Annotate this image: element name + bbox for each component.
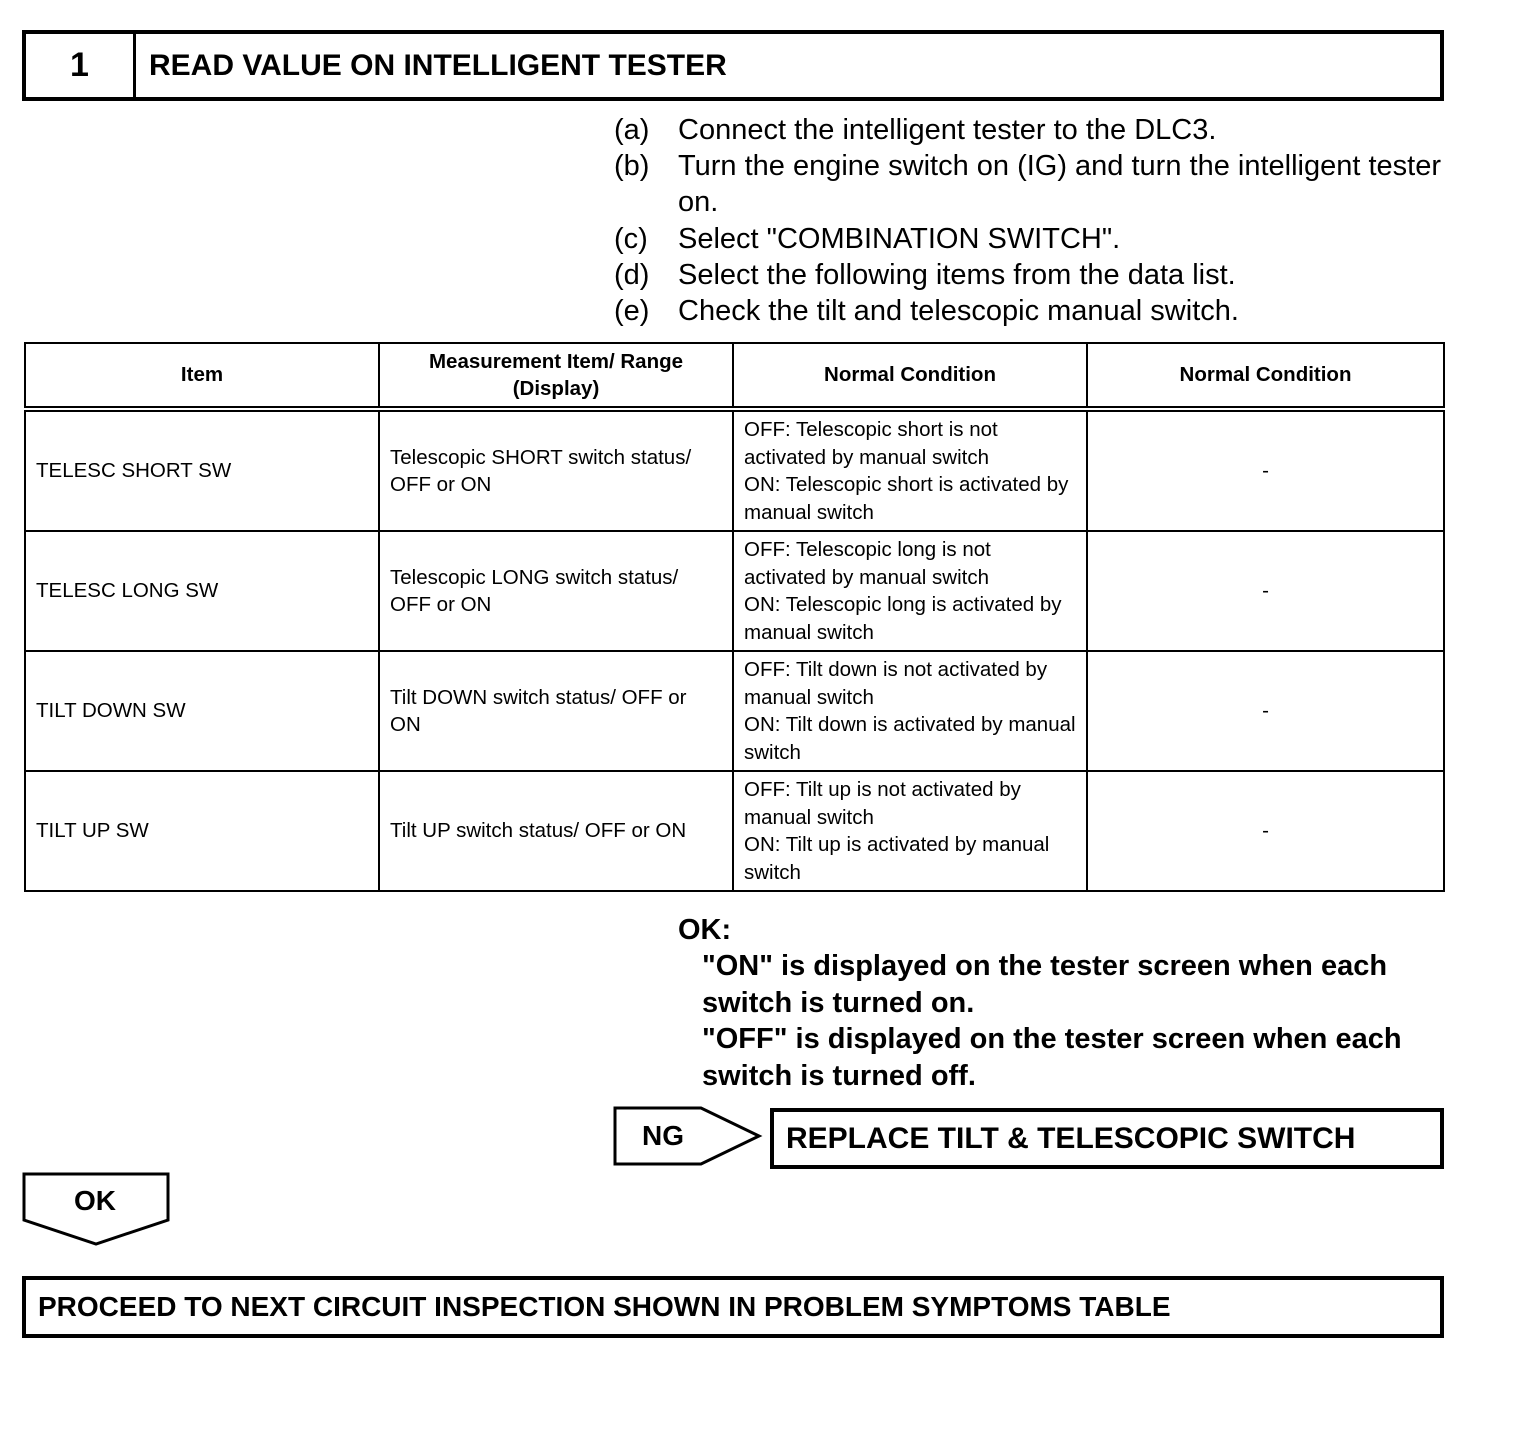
column-header-measurement: Measurement Item/ Range (Display) [379,343,733,409]
instruction-label: (d) [614,258,650,291]
ok-label: OK [74,1185,116,1216]
instruction-text: Turn the engine switch on (IG) and turn the intelligent tester on. [678,150,1442,219]
ok-result-line: "ON" is displayed on the tester screen when each [702,950,1388,982]
cell-item: TILT UP SW [25,771,379,891]
column-header-normal-condition: Normal Condition [733,343,1087,409]
instruction-item [614,148,1444,220]
instruction-label: (b) [614,150,650,183]
cell-condition: OFF: Telescopic long is not activated by manual switch ON: Telescopic long is activated by manual switch [733,531,1087,651]
instruction-text: Select the following items from the data list. [678,258,1236,291]
step-title: READ VALUE ON INTELLIGENT TESTER [149,48,727,82]
column-header-normal-condition: Normal Condition [1087,343,1444,409]
instruction-list [614,112,1444,329]
instruction-text: Check the tilt and telescopic manual switch. [678,295,1239,328]
cell-measurement: Telescopic SHORT switch status/ OFF or ON [379,409,733,531]
cell-note: - [1087,531,1444,651]
cell-note: - [1087,409,1444,531]
cell-item: TELESC SHORT SW [25,409,379,531]
next-step-box: PROCEED TO NEXT CIRCUIT INSPECTION SHOWN IN PROBLEM SYMPTOMS TABLE [22,1276,1444,1338]
replace-switch-box: REPLACE TILT & TELESCOPIC SWITCH [770,1108,1444,1169]
instruction-label: (e) [614,295,650,328]
data-list-table [24,342,1445,892]
cell-note: - [1087,651,1444,771]
instruction-item [614,221,1444,257]
instruction-text: Connect the intelligent tester to the DLC3. [678,114,1217,146]
cell-item: TELESC LONG SW [25,531,379,651]
cell-measurement: Tilt UP switch status/ OFF or ON [379,771,733,891]
ng-label: NG [642,1120,684,1151]
cell-condition: OFF: Tilt up is not activated by manual switch ON: Tilt up is activated by manual switch [733,771,1087,891]
ok-result-line: switch is turned off. [702,1059,976,1092]
table-row [25,531,1444,651]
cell-measurement: Tilt DOWN switch status/ OFF or ON [379,651,733,771]
instruction-label: (a) [614,114,650,146]
cell-measurement: Telescopic LONG switch status/ OFF or ON [379,531,733,651]
cell-item: TILT DOWN SW [25,651,379,771]
column-header-item: Item [25,343,379,409]
cell-condition: OFF: Telescopic short is not activated by manual switch ON: Telescopic short is activated by manual switch [733,409,1087,531]
step-number: 1 [26,34,136,97]
cell-note: - [1087,771,1444,891]
instruction-label: (c) [614,222,648,255]
ok-result-line: "OFF" is displayed on the tester screen when each [702,1023,1402,1055]
table-row [25,771,1444,891]
instruction-item [614,293,1444,329]
step-header [22,30,1444,101]
instruction-text: Select "COMBINATION SWITCH". [678,222,1121,255]
ok-result-label: OK: [678,914,732,946]
instruction-item [614,112,1444,148]
table-row [25,651,1444,771]
instruction-item [614,257,1444,293]
cell-condition: OFF: Tilt down is not activated by manual switch ON: Tilt down is activated by manual switch [733,651,1087,771]
table-row [25,409,1444,531]
ok-result-line: switch is turned on. [702,986,975,1019]
ok-result [678,912,1468,1094]
table-header-row [25,343,1444,409]
